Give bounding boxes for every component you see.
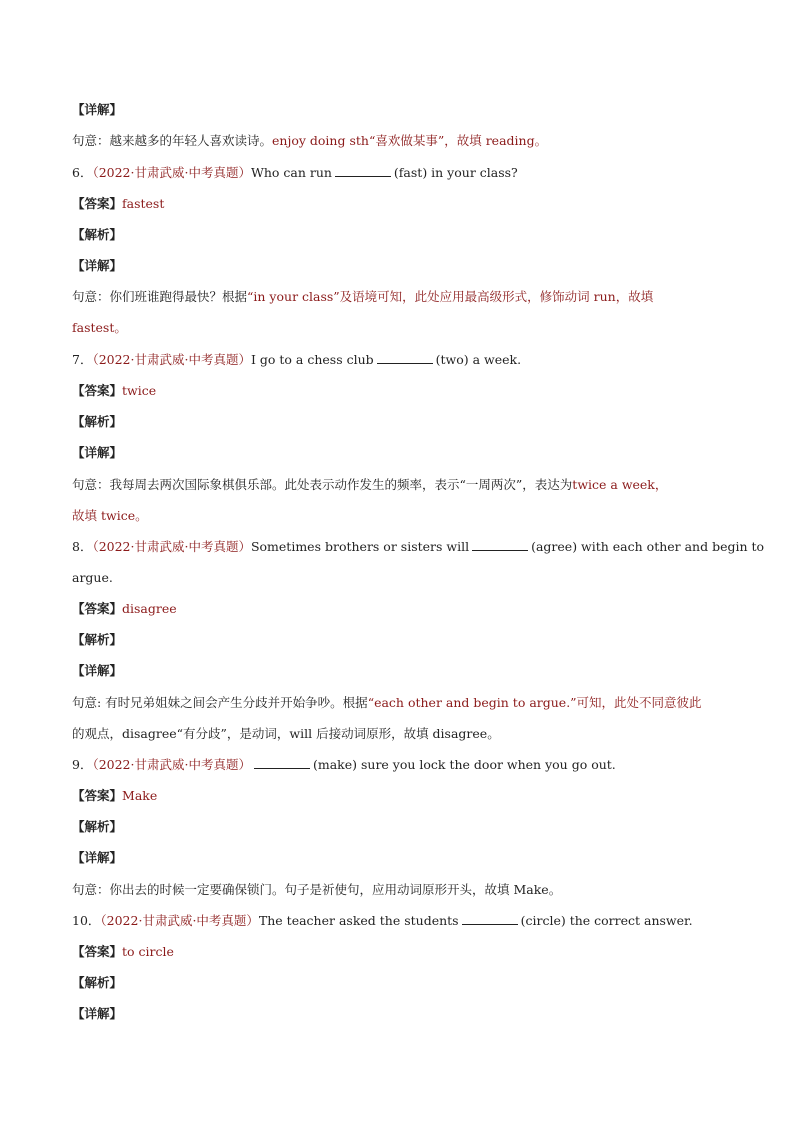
question-source: （2022·甘肃武威·中考真题） [92, 352, 251, 367]
answer-blank [254, 756, 310, 769]
q9-jiexi [72, 818, 724, 836]
q9-answer [72, 787, 724, 805]
question-8-cont [72, 569, 724, 587]
q5-explanation [72, 132, 724, 150]
question-stem-tail: (circle) the correct answer. [520, 913, 693, 928]
explanation-text: 句意：越来越多的年轻人喜欢读诗。 [72, 133, 273, 148]
question-10 [72, 912, 724, 930]
q7-answer [72, 382, 724, 400]
detail-label: 【详解】 [72, 445, 123, 460]
answer-label: 【答案】 [72, 788, 123, 803]
answer-blank [472, 538, 528, 551]
q10-answer [72, 943, 724, 961]
answer-blank [377, 351, 433, 364]
question-stem-tail: (two) a week. [435, 352, 522, 367]
answer-label: 【答案】 [72, 944, 123, 959]
answer-value: to circle [122, 944, 174, 959]
question-number: 10． [72, 913, 101, 928]
question-stem: Sometimes brothers or sisters will [250, 539, 470, 554]
q8-explanation [72, 694, 724, 712]
question-source: （2022·甘肃武威·中考真题） [92, 165, 251, 180]
answer-label: 【答案】 [72, 196, 123, 211]
question-stem-tail: (make) sure you lock the door when you go out. [312, 757, 616, 772]
analysis-label: 【解析】 [72, 414, 123, 429]
question-6 [72, 164, 724, 182]
analysis-label: 【解析】 [72, 227, 123, 242]
q9-explanation [72, 881, 724, 899]
q8-answer [72, 600, 724, 618]
q10-xiangjie [72, 1005, 724, 1023]
explanation-highlight: enjoy doing sth“喜欢做某事”，故填 reading。 [272, 133, 548, 148]
q7-explanation-2 [72, 507, 724, 525]
question-number: 9． [72, 757, 93, 772]
q6-jiexi [72, 226, 724, 244]
q6-explanation-2 [72, 319, 724, 337]
q9-xiangjie [72, 849, 724, 867]
label-text: 【详解】 [72, 102, 123, 117]
answer-label: 【答案】 [72, 383, 123, 398]
explanation-text: 句意：我每周去两次国际象棋俱乐部。此处表示动作发生的频率，表示“一周两次”，表达为 [72, 477, 573, 492]
q6-explanation [72, 288, 724, 306]
question-8 [72, 538, 765, 556]
question-stem-tail: (agree) with each other and begin to [531, 539, 765, 554]
question-source: （2022·甘肃武威·中考真题） [92, 757, 251, 772]
question-number: 6． [72, 165, 93, 180]
explanation-highlight: 故填 twice。 [72, 508, 148, 523]
question-7 [72, 351, 724, 369]
explanation-text: 句意：你们班谁跑得最快？根据 [72, 289, 248, 304]
analysis-label: 【解析】 [72, 632, 123, 647]
q7-jiexi [72, 413, 724, 431]
q7-xiangjie [72, 444, 724, 462]
q7-explanation [72, 476, 724, 494]
question-number: 7． [72, 352, 93, 367]
question-stem: Who can run [250, 165, 332, 180]
q6-xiangjie [72, 257, 724, 275]
question-stem: The teacher asked the students [258, 913, 459, 928]
answer-value: fastest [122, 196, 165, 211]
detail-label: 【详解】 [72, 663, 123, 678]
question-stem-cont: argue. [72, 570, 113, 585]
answer-value: disagree [122, 601, 177, 616]
explanation-text: 的观点，disagree“有分歧”，是动词，will 后接动词原形，故填 disagree。 [72, 726, 500, 741]
detail-label: 【详解】 [72, 850, 123, 865]
question-source: （2022·甘肃武威·中考真题） [92, 539, 251, 554]
question-number: 8． [72, 539, 93, 554]
q8-xiangjie [72, 662, 724, 680]
analysis-label: 【解析】 [72, 975, 123, 990]
question-9 [72, 756, 724, 774]
answer-blank [462, 912, 518, 925]
explanation-text: 句意: 有时兄弟姐妹之间会产生分歧并开始争吵。根据 [72, 695, 368, 710]
q8-explanation-2 [72, 725, 724, 743]
analysis-label: 【解析】 [72, 819, 123, 834]
explanation-highlight: fastest。 [72, 320, 127, 335]
answer-label: 【答案】 [72, 601, 123, 616]
explanation-highlight: “in your class”及语境可知，此处应用最高级形式，修饰动词 run，故填 [247, 289, 654, 304]
explanation-highlight: “each other and begin to argue.”可知，此处不同意彼此 [367, 695, 702, 710]
xiangjie-label [72, 101, 724, 119]
answer-blank [335, 164, 391, 177]
question-stem-tail: (fast) in your class? [393, 165, 518, 180]
detail-label: 【详解】 [72, 258, 123, 273]
q6-answer [72, 195, 724, 213]
explanation-highlight: twice a week， [572, 477, 668, 492]
answer-value: Make [122, 788, 158, 803]
question-source: （2022·甘肃武威·中考真题） [100, 913, 259, 928]
q10-jiexi [72, 974, 724, 992]
question-stem: I go to a chess club [250, 352, 374, 367]
detail-label: 【详解】 [72, 1006, 123, 1021]
answer-value: twice [122, 383, 157, 398]
q8-jiexi [72, 631, 724, 649]
explanation-text: 句意：你出去的时候一定要确保锁门。句子是祈使句，应用动词原形开头，故填 Make。 [72, 882, 562, 897]
